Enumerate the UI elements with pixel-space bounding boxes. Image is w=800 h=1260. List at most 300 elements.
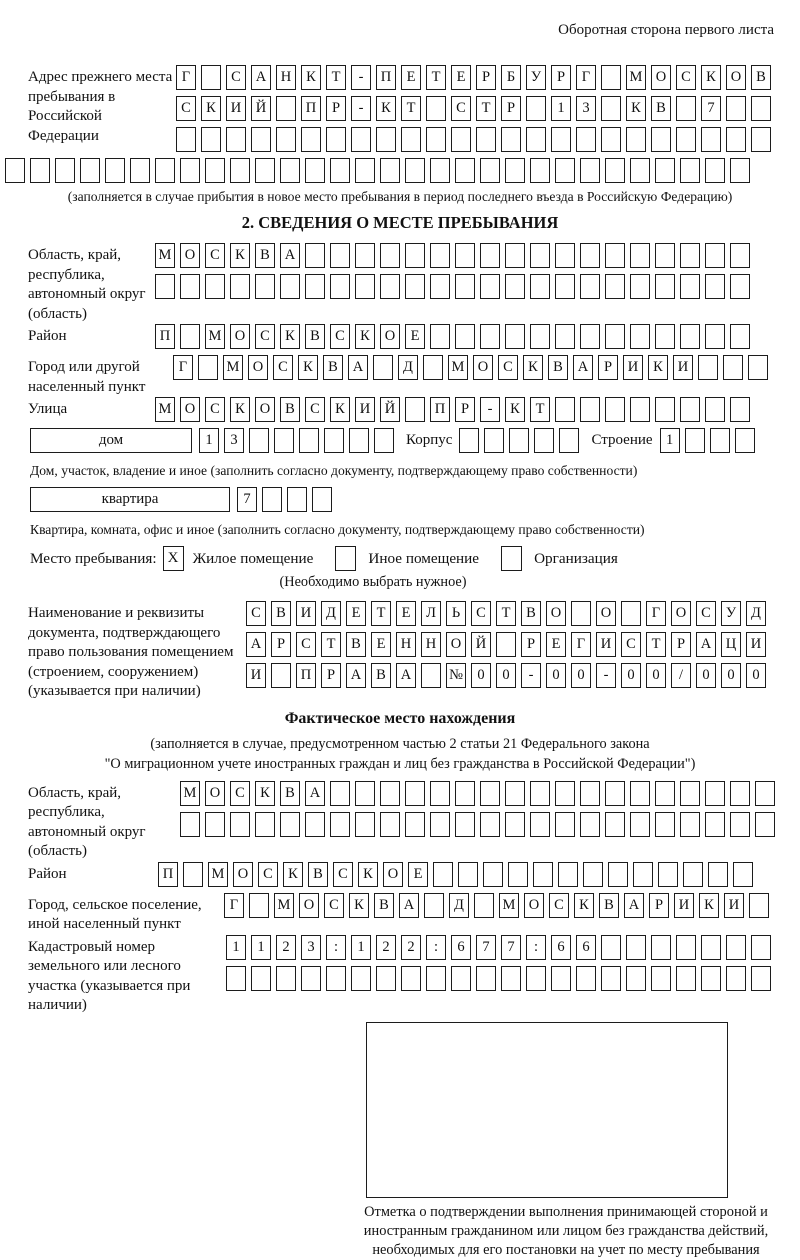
form-cell[interactable]	[226, 966, 246, 991]
form-cell[interactable]: 0	[471, 663, 491, 688]
form-cell[interactable]: А	[251, 65, 271, 90]
form-cell[interactable]: В	[651, 96, 671, 121]
form-cell[interactable]	[605, 781, 625, 806]
form-cell[interactable]: У	[526, 65, 546, 90]
form-cell[interactable]	[530, 158, 550, 183]
form-cell[interactable]	[755, 781, 775, 806]
form-cell[interactable]: С	[696, 601, 716, 626]
form-cell[interactable]	[551, 127, 571, 152]
form-cell[interactable]	[726, 935, 746, 960]
form-cell[interactable]	[496, 632, 516, 657]
form-cell[interactable]: П	[301, 96, 321, 121]
form-cell[interactable]: Г	[576, 65, 596, 90]
form-cell[interactable]	[680, 812, 700, 837]
form-cell[interactable]: М	[180, 781, 200, 806]
form-cell[interactable]	[183, 862, 203, 887]
form-cell[interactable]: С	[296, 632, 316, 657]
form-cell[interactable]: 6	[576, 935, 596, 960]
form-cell[interactable]: М	[499, 893, 519, 918]
form-cell[interactable]	[530, 274, 550, 299]
form-cell[interactable]	[230, 274, 250, 299]
form-cell[interactable]: Р	[476, 65, 496, 90]
form-cell[interactable]: О	[671, 601, 691, 626]
form-cell[interactable]	[601, 935, 621, 960]
form-cell[interactable]	[430, 274, 450, 299]
form-cell[interactable]	[605, 243, 625, 268]
form-cell[interactable]: Е	[451, 65, 471, 90]
form-cell[interactable]	[605, 158, 625, 183]
form-cell[interactable]	[580, 781, 600, 806]
form-cell[interactable]: Д	[746, 601, 766, 626]
form-cell[interactable]	[751, 96, 771, 121]
form-cell[interactable]: В	[346, 632, 366, 657]
form-cell[interactable]: /	[671, 663, 691, 688]
form-cell[interactable]	[655, 397, 675, 422]
form-cell[interactable]	[249, 428, 269, 453]
form-cell[interactable]	[376, 127, 396, 152]
form-cell[interactable]: О	[383, 862, 403, 887]
form-cell[interactable]: Л	[421, 601, 441, 626]
form-cell[interactable]: Е	[405, 324, 425, 349]
form-cell[interactable]	[505, 243, 525, 268]
form-cell[interactable]	[505, 274, 525, 299]
form-cell[interactable]: К	[574, 893, 594, 918]
form-cell[interactable]	[701, 935, 721, 960]
form-cell[interactable]	[733, 862, 753, 887]
form-cell[interactable]	[555, 812, 575, 837]
form-cell[interactable]	[280, 158, 300, 183]
form-cell[interactable]	[726, 127, 746, 152]
form-cell[interactable]	[255, 812, 275, 837]
form-cell[interactable]: 0	[571, 663, 591, 688]
form-cell[interactable]: Р	[455, 397, 475, 422]
form-cell[interactable]	[555, 274, 575, 299]
form-cell[interactable]	[226, 127, 246, 152]
form-cell[interactable]: Н	[396, 632, 416, 657]
form-cell[interactable]: А	[305, 781, 325, 806]
form-cell[interactable]	[605, 274, 625, 299]
form-cell[interactable]	[480, 243, 500, 268]
form-cell[interactable]: И	[355, 397, 375, 422]
form-cell[interactable]: И	[296, 601, 316, 626]
form-cell[interactable]	[580, 274, 600, 299]
form-cell[interactable]	[476, 966, 496, 991]
form-cell[interactable]	[287, 487, 307, 512]
form-cell[interactable]	[430, 812, 450, 837]
form-cell[interactable]	[708, 862, 728, 887]
form-cell[interactable]	[630, 243, 650, 268]
form-cell[interactable]	[455, 274, 475, 299]
form-cell[interactable]	[608, 862, 628, 887]
form-cell[interactable]	[430, 158, 450, 183]
form-cell[interactable]: О	[524, 893, 544, 918]
form-cell[interactable]	[651, 966, 671, 991]
form-cell[interactable]: О	[230, 324, 250, 349]
form-cell[interactable]	[705, 274, 725, 299]
form-cell[interactable]	[251, 966, 271, 991]
form-cell[interactable]: К	[201, 96, 221, 121]
form-cell[interactable]	[680, 397, 700, 422]
form-cell[interactable]: О	[473, 355, 493, 380]
form-cell[interactable]	[180, 158, 200, 183]
form-cell[interactable]	[505, 781, 525, 806]
form-cell[interactable]: К	[301, 65, 321, 90]
form-cell[interactable]	[276, 96, 296, 121]
form-cell[interactable]: П	[430, 397, 450, 422]
form-cell[interactable]: 1	[199, 428, 219, 453]
form-cell[interactable]: В	[308, 862, 328, 887]
form-cell[interactable]: Й	[251, 96, 271, 121]
form-cell[interactable]: С	[676, 65, 696, 90]
form-cell[interactable]: С	[451, 96, 471, 121]
checkbox-inoe[interactable]	[335, 546, 356, 571]
form-cell[interactable]: С	[273, 355, 293, 380]
form-cell[interactable]: 6	[551, 935, 571, 960]
form-cell[interactable]: 1	[251, 935, 271, 960]
form-cell[interactable]	[205, 812, 225, 837]
form-cell[interactable]	[705, 243, 725, 268]
form-cell[interactable]: -	[596, 663, 616, 688]
form-cell[interactable]	[726, 966, 746, 991]
form-cell[interactable]	[484, 428, 504, 453]
form-cell[interactable]: -	[521, 663, 541, 688]
form-cell[interactable]	[630, 274, 650, 299]
form-cell[interactable]: К	[648, 355, 668, 380]
form-cell[interactable]: Т	[496, 601, 516, 626]
form-cell[interactable]: П	[296, 663, 316, 688]
form-cell[interactable]: О	[180, 397, 200, 422]
form-cell[interactable]	[230, 812, 250, 837]
form-cell[interactable]: О	[248, 355, 268, 380]
form-cell[interactable]	[401, 127, 421, 152]
form-cell[interactable]	[349, 428, 369, 453]
form-cell[interactable]	[508, 862, 528, 887]
form-cell[interactable]	[683, 862, 703, 887]
form-cell[interactable]: И	[673, 355, 693, 380]
form-cell[interactable]: №	[446, 663, 466, 688]
form-cell[interactable]	[626, 966, 646, 991]
form-cell[interactable]	[555, 243, 575, 268]
form-cell[interactable]	[455, 324, 475, 349]
form-cell[interactable]	[605, 397, 625, 422]
form-cell[interactable]	[658, 862, 678, 887]
form-cell[interactable]: И	[246, 663, 266, 688]
form-cell[interactable]	[748, 355, 768, 380]
form-cell[interactable]	[274, 428, 294, 453]
form-cell[interactable]	[198, 355, 218, 380]
form-cell[interactable]	[701, 966, 721, 991]
form-cell[interactable]	[276, 966, 296, 991]
form-cell[interactable]	[680, 781, 700, 806]
form-cell[interactable]: Р	[501, 96, 521, 121]
form-cell[interactable]: Й	[471, 632, 491, 657]
form-cell[interactable]: Е	[346, 601, 366, 626]
form-cell[interactable]: О	[233, 862, 253, 887]
form-cell[interactable]: Р	[551, 65, 571, 90]
form-cell[interactable]: С	[333, 862, 353, 887]
form-cell[interactable]: С	[258, 862, 278, 887]
form-cell[interactable]: Т	[646, 632, 666, 657]
form-cell[interactable]: 0	[546, 663, 566, 688]
form-cell[interactable]	[351, 127, 371, 152]
form-cell[interactable]: А	[346, 663, 366, 688]
form-cell[interactable]: С	[226, 65, 246, 90]
form-cell[interactable]	[405, 397, 425, 422]
form-cell[interactable]: С	[305, 397, 325, 422]
form-cell[interactable]	[433, 862, 453, 887]
form-cell[interactable]	[630, 397, 650, 422]
form-cell[interactable]: С	[471, 601, 491, 626]
form-cell[interactable]: 0	[721, 663, 741, 688]
form-cell[interactable]	[751, 966, 771, 991]
form-cell[interactable]: Т	[401, 96, 421, 121]
form-cell[interactable]	[501, 966, 521, 991]
form-cell[interactable]	[534, 428, 554, 453]
form-cell[interactable]: Д	[321, 601, 341, 626]
form-cell[interactable]	[380, 243, 400, 268]
form-cell[interactable]: 2	[401, 935, 421, 960]
form-cell[interactable]: О	[596, 601, 616, 626]
form-cell[interactable]: С	[324, 893, 344, 918]
form-cell[interactable]	[480, 274, 500, 299]
form-cell[interactable]: П	[158, 862, 178, 887]
form-cell[interactable]	[580, 158, 600, 183]
form-cell[interactable]	[680, 274, 700, 299]
form-cell[interactable]: Ц	[721, 632, 741, 657]
form-cell[interactable]	[705, 812, 725, 837]
form-cell[interactable]: Д	[449, 893, 469, 918]
form-cell[interactable]	[526, 96, 546, 121]
form-cell[interactable]: 7	[476, 935, 496, 960]
form-cell[interactable]	[305, 812, 325, 837]
form-cell[interactable]	[630, 812, 650, 837]
form-cell[interactable]: К	[349, 893, 369, 918]
form-cell[interactable]	[380, 274, 400, 299]
form-cell[interactable]	[509, 428, 529, 453]
form-cell[interactable]: К	[355, 324, 375, 349]
form-cell[interactable]: 2	[276, 935, 296, 960]
form-cell[interactable]	[249, 893, 269, 918]
form-cell[interactable]: :	[426, 935, 446, 960]
form-cell[interactable]	[505, 812, 525, 837]
form-cell[interactable]	[526, 966, 546, 991]
form-cell[interactable]	[580, 812, 600, 837]
form-cell[interactable]	[430, 781, 450, 806]
form-cell[interactable]	[580, 324, 600, 349]
form-cell[interactable]	[676, 935, 696, 960]
form-cell[interactable]	[330, 274, 350, 299]
form-cell[interactable]	[201, 65, 221, 90]
form-cell[interactable]: М	[155, 397, 175, 422]
form-cell[interactable]	[201, 127, 221, 152]
form-cell[interactable]	[655, 781, 675, 806]
form-cell[interactable]: О	[726, 65, 746, 90]
form-cell[interactable]: В	[599, 893, 619, 918]
form-cell[interactable]	[430, 243, 450, 268]
form-cell[interactable]	[676, 966, 696, 991]
form-cell[interactable]: Ь	[446, 601, 466, 626]
form-cell[interactable]: Т	[426, 65, 446, 90]
form-cell[interactable]	[455, 158, 475, 183]
form-cell[interactable]: Р	[321, 663, 341, 688]
form-cell[interactable]	[555, 324, 575, 349]
form-cell[interactable]	[426, 966, 446, 991]
form-cell[interactable]	[626, 935, 646, 960]
form-cell[interactable]: К	[230, 397, 250, 422]
form-cell[interactable]	[105, 158, 125, 183]
form-cell[interactable]: О	[299, 893, 319, 918]
form-cell[interactable]: С	[621, 632, 641, 657]
form-cell[interactable]: С	[246, 601, 266, 626]
form-cell[interactable]	[655, 324, 675, 349]
form-cell[interactable]	[530, 324, 550, 349]
form-cell[interactable]: 1	[351, 935, 371, 960]
form-cell[interactable]	[155, 158, 175, 183]
form-cell[interactable]	[276, 127, 296, 152]
form-cell[interactable]	[551, 966, 571, 991]
form-cell[interactable]	[55, 158, 75, 183]
form-cell[interactable]	[405, 274, 425, 299]
form-cell[interactable]	[730, 274, 750, 299]
form-cell[interactable]	[530, 781, 550, 806]
form-cell[interactable]	[655, 243, 675, 268]
form-cell[interactable]	[726, 96, 746, 121]
form-cell[interactable]	[380, 158, 400, 183]
form-cell[interactable]	[601, 96, 621, 121]
form-cell[interactable]: Е	[546, 632, 566, 657]
form-cell[interactable]	[176, 127, 196, 152]
form-cell[interactable]	[701, 127, 721, 152]
form-cell[interactable]	[735, 428, 755, 453]
form-cell[interactable]	[401, 966, 421, 991]
form-cell[interactable]	[583, 862, 603, 887]
form-cell[interactable]	[305, 243, 325, 268]
form-cell[interactable]	[455, 812, 475, 837]
form-cell[interactable]	[280, 274, 300, 299]
form-cell[interactable]	[476, 127, 496, 152]
form-cell[interactable]	[80, 158, 100, 183]
form-cell[interactable]: Т	[326, 65, 346, 90]
form-cell[interactable]: Б	[501, 65, 521, 90]
form-cell[interactable]: К	[255, 781, 275, 806]
form-cell[interactable]	[180, 324, 200, 349]
form-cell[interactable]	[605, 812, 625, 837]
form-cell[interactable]	[305, 274, 325, 299]
form-cell[interactable]	[301, 127, 321, 152]
form-cell[interactable]: Т	[371, 601, 391, 626]
form-cell[interactable]: 1	[226, 935, 246, 960]
form-cell[interactable]: 0	[646, 663, 666, 688]
form-cell[interactable]: В	[255, 243, 275, 268]
form-cell[interactable]: М	[223, 355, 243, 380]
form-cell[interactable]	[705, 158, 725, 183]
form-cell[interactable]	[530, 812, 550, 837]
form-cell[interactable]: К	[283, 862, 303, 887]
form-cell[interactable]: К	[701, 65, 721, 90]
form-cell[interactable]	[501, 127, 521, 152]
form-cell[interactable]: В	[521, 601, 541, 626]
form-cell[interactable]	[373, 355, 393, 380]
form-cell[interactable]	[30, 158, 50, 183]
form-cell[interactable]	[601, 127, 621, 152]
form-cell[interactable]: К	[358, 862, 378, 887]
form-cell[interactable]	[271, 663, 291, 688]
checkbox-zhiloe[interactable]: X	[163, 546, 184, 571]
form-cell[interactable]	[705, 324, 725, 349]
form-cell[interactable]: К	[699, 893, 719, 918]
form-cell[interactable]	[355, 274, 375, 299]
form-cell[interactable]: 6	[451, 935, 471, 960]
form-cell[interactable]: 0	[696, 663, 716, 688]
form-cell[interactable]: В	[323, 355, 343, 380]
form-cell[interactable]: А	[399, 893, 419, 918]
form-cell[interactable]: М	[155, 243, 175, 268]
form-cell[interactable]: Е	[371, 632, 391, 657]
form-cell[interactable]: М	[274, 893, 294, 918]
form-cell[interactable]: И	[724, 893, 744, 918]
form-cell[interactable]: С	[549, 893, 569, 918]
form-cell[interactable]	[555, 397, 575, 422]
form-cell[interactable]: 0	[746, 663, 766, 688]
form-cell[interactable]: К	[523, 355, 543, 380]
form-cell[interactable]: Н	[276, 65, 296, 90]
form-cell[interactable]	[655, 274, 675, 299]
form-cell[interactable]	[676, 127, 696, 152]
form-cell[interactable]	[380, 812, 400, 837]
form-cell[interactable]: 0	[621, 663, 641, 688]
form-cell[interactable]	[710, 428, 730, 453]
form-cell[interactable]	[530, 243, 550, 268]
form-cell[interactable]: А	[624, 893, 644, 918]
form-cell[interactable]: К	[505, 397, 525, 422]
form-cell[interactable]	[155, 274, 175, 299]
form-cell[interactable]: О	[255, 397, 275, 422]
form-cell[interactable]: В	[374, 893, 394, 918]
form-cell[interactable]	[605, 324, 625, 349]
form-cell[interactable]: В	[371, 663, 391, 688]
form-cell[interactable]: К	[376, 96, 396, 121]
form-cell[interactable]: Г	[173, 355, 193, 380]
form-cell[interactable]	[355, 812, 375, 837]
form-cell[interactable]: И	[674, 893, 694, 918]
form-cell[interactable]: -	[351, 65, 371, 90]
form-cell[interactable]: Н	[421, 632, 441, 657]
form-cell[interactable]: О	[651, 65, 671, 90]
form-cell[interactable]	[255, 158, 275, 183]
form-cell[interactable]: С	[255, 324, 275, 349]
form-cell[interactable]	[330, 243, 350, 268]
form-cell[interactable]	[330, 812, 350, 837]
form-cell[interactable]: О	[546, 601, 566, 626]
form-cell[interactable]: 7	[237, 487, 257, 512]
form-cell[interactable]: Р	[521, 632, 541, 657]
form-cell[interactable]	[305, 158, 325, 183]
form-cell[interactable]: К	[280, 324, 300, 349]
form-cell[interactable]: О	[180, 243, 200, 268]
form-cell[interactable]	[458, 862, 478, 887]
form-cell[interactable]: К	[330, 397, 350, 422]
form-cell[interactable]	[424, 893, 444, 918]
form-cell[interactable]: :	[526, 935, 546, 960]
form-cell[interactable]: Т	[476, 96, 496, 121]
form-cell[interactable]: Г	[646, 601, 666, 626]
form-cell[interactable]	[326, 127, 346, 152]
form-cell[interactable]	[685, 428, 705, 453]
form-cell[interactable]	[730, 324, 750, 349]
form-cell[interactable]	[205, 274, 225, 299]
form-cell[interactable]: В	[280, 397, 300, 422]
form-cell[interactable]	[405, 158, 425, 183]
